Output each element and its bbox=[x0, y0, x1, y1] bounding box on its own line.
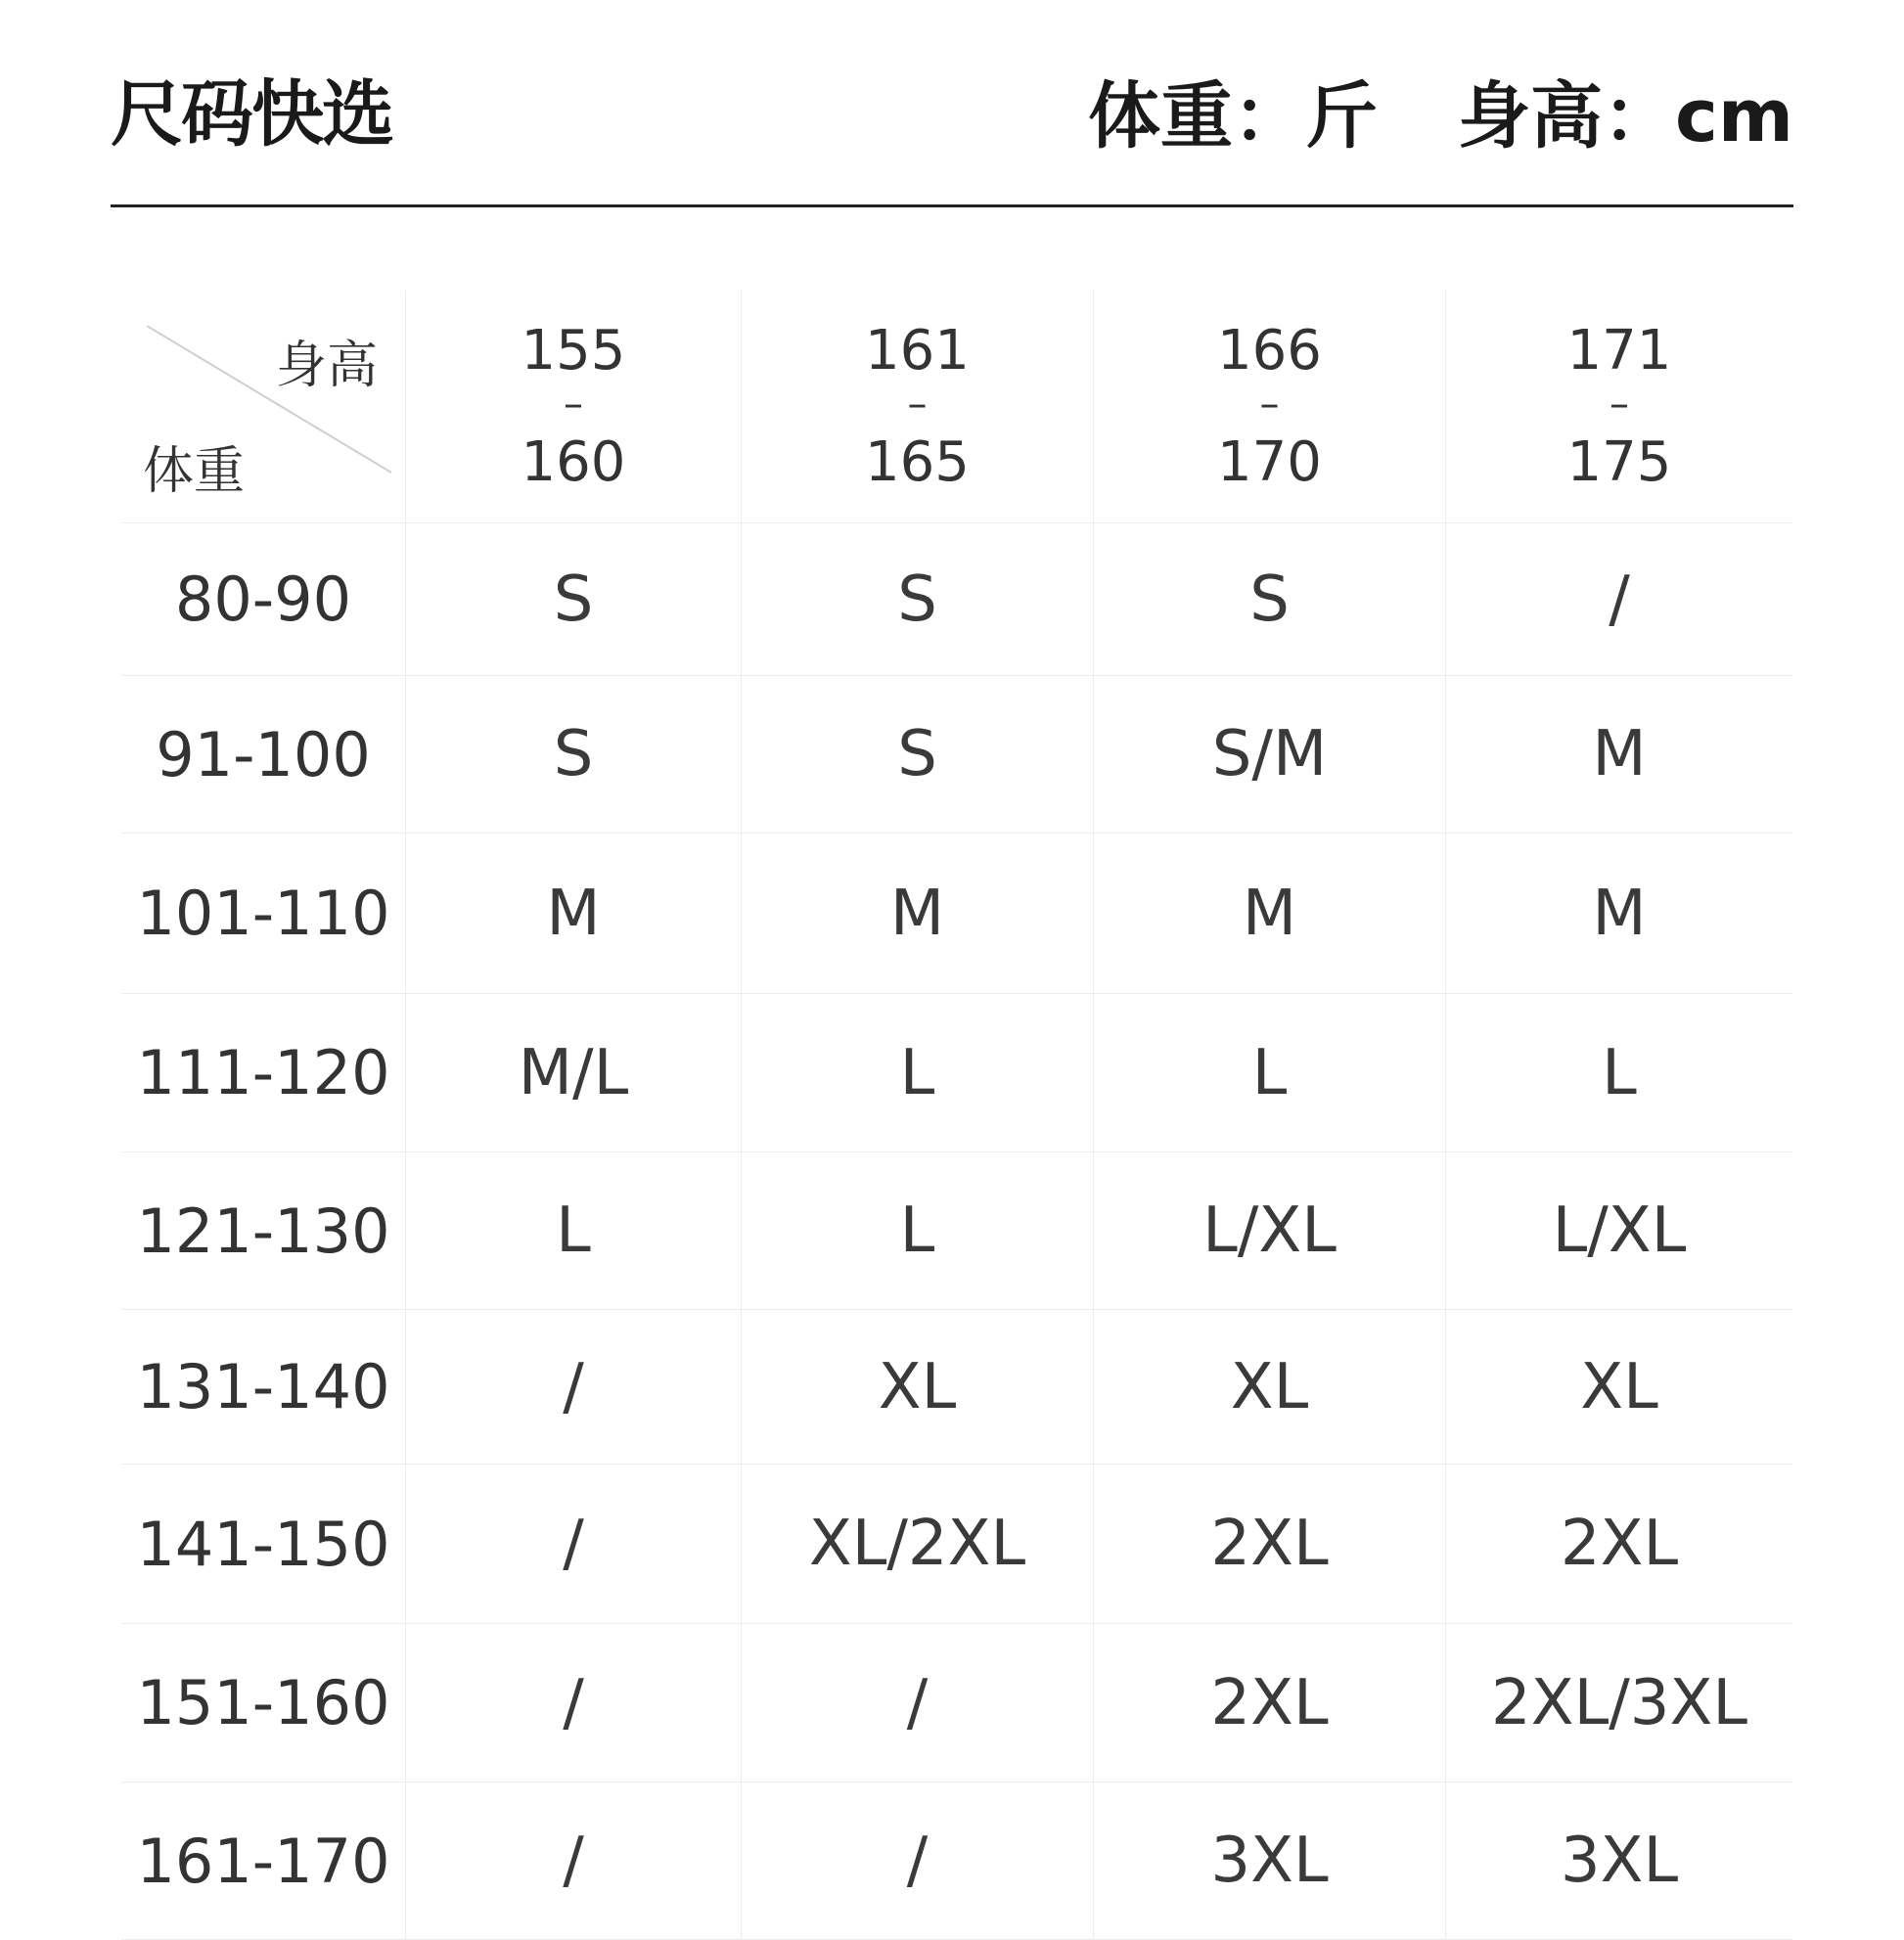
size-cell: L bbox=[1093, 994, 1445, 1151]
size-cell: L bbox=[741, 1152, 1093, 1309]
height-separator: – bbox=[1609, 381, 1629, 427]
table-row bbox=[121, 676, 1792, 834]
size-cell: 2XL bbox=[1093, 1624, 1445, 1782]
height-separator: – bbox=[564, 381, 583, 427]
size-cell: M bbox=[405, 834, 741, 993]
height-column-header bbox=[1445, 291, 1792, 522]
weight-range-cell: 121-130 bbox=[136, 1195, 390, 1267]
size-cell: M bbox=[1445, 676, 1792, 833]
size-cell: 3XL bbox=[1445, 1782, 1792, 1939]
height-separator: – bbox=[907, 381, 928, 427]
size-cell: M bbox=[1445, 834, 1792, 993]
size-cell: / bbox=[405, 1310, 741, 1464]
height-column-header bbox=[1093, 291, 1445, 522]
page-header bbox=[111, 59, 1793, 166]
size-cell: / bbox=[405, 1465, 741, 1623]
height-unit-label: 身高：cm bbox=[1458, 74, 1793, 158]
weight-range-cell: 80-90 bbox=[174, 564, 352, 635]
height-to: 165 bbox=[865, 429, 970, 494]
table-row bbox=[121, 1782, 1792, 1940]
size-cell: S/M bbox=[1093, 676, 1445, 833]
weight-range-cell: 111-120 bbox=[136, 1037, 390, 1108]
size-cell: M bbox=[1093, 834, 1445, 993]
height-from: 171 bbox=[1566, 318, 1672, 383]
size-chart-table bbox=[121, 291, 1792, 1940]
size-cell: L bbox=[1445, 994, 1792, 1151]
table-corner-cell bbox=[121, 291, 405, 522]
height-to: 160 bbox=[521, 429, 626, 494]
corner-height-label: 身高 bbox=[275, 337, 378, 395]
height-from: 166 bbox=[1217, 318, 1322, 383]
weight-range-cell: 131-140 bbox=[136, 1351, 390, 1422]
table-row bbox=[121, 523, 1792, 676]
height-to: 170 bbox=[1217, 429, 1322, 494]
size-cell: / bbox=[741, 1782, 1093, 1939]
size-cell: S bbox=[741, 523, 1093, 675]
table-body bbox=[121, 523, 1792, 1940]
size-cell: 2XL bbox=[1445, 1465, 1792, 1623]
size-cell: XL bbox=[1093, 1310, 1445, 1464]
size-cell: / bbox=[405, 1782, 741, 1939]
size-cell: L bbox=[741, 994, 1093, 1151]
weight-range-cell: 151-160 bbox=[136, 1667, 390, 1738]
size-cell: L/XL bbox=[1445, 1152, 1792, 1309]
size-cell: S bbox=[405, 523, 741, 675]
weight-range-cell: 91-100 bbox=[156, 718, 371, 790]
table-row bbox=[121, 1310, 1792, 1465]
size-cell: / bbox=[405, 1624, 741, 1782]
weight-range-cell: 101-110 bbox=[136, 878, 390, 949]
height-from: 161 bbox=[865, 318, 970, 383]
unit-legend bbox=[1088, 74, 1793, 158]
size-cell: / bbox=[1445, 523, 1792, 675]
size-cell: L/XL bbox=[1093, 1152, 1445, 1309]
header-divider bbox=[111, 204, 1793, 207]
size-cell: S bbox=[405, 676, 741, 833]
page-title: 尺码快选 bbox=[111, 72, 392, 157]
size-cell: 3XL bbox=[1093, 1782, 1445, 1939]
weight-unit-label: 体重：斤 bbox=[1088, 74, 1379, 158]
weight-range-cell: 141-150 bbox=[136, 1508, 390, 1580]
size-cell: S bbox=[741, 676, 1093, 833]
size-cell: S bbox=[1093, 523, 1445, 675]
size-cell: XL bbox=[1445, 1310, 1792, 1464]
height-separator: – bbox=[1259, 381, 1280, 427]
height-column-header bbox=[405, 291, 741, 522]
corner-weight-label: 体重 bbox=[143, 442, 246, 501]
size-cell: XL/2XL bbox=[741, 1465, 1093, 1623]
size-cell: 2XL/3XL bbox=[1445, 1624, 1792, 1782]
height-column-header bbox=[741, 291, 1093, 522]
size-cell: L bbox=[405, 1152, 741, 1309]
size-cell: / bbox=[741, 1624, 1093, 1782]
table-row bbox=[121, 994, 1792, 1152]
table-row bbox=[121, 1152, 1792, 1310]
weight-range-cell: 161-170 bbox=[136, 1825, 390, 1897]
table-row bbox=[121, 1624, 1792, 1782]
size-cell: M/L bbox=[405, 994, 741, 1151]
height-from: 155 bbox=[521, 318, 626, 383]
size-cell: 2XL bbox=[1093, 1465, 1445, 1623]
table-row bbox=[121, 1465, 1792, 1624]
size-cell: M bbox=[741, 834, 1093, 993]
height-to: 175 bbox=[1566, 429, 1672, 494]
table-row bbox=[121, 834, 1792, 994]
size-cell: XL bbox=[741, 1310, 1093, 1464]
table-header-row bbox=[121, 291, 1792, 523]
